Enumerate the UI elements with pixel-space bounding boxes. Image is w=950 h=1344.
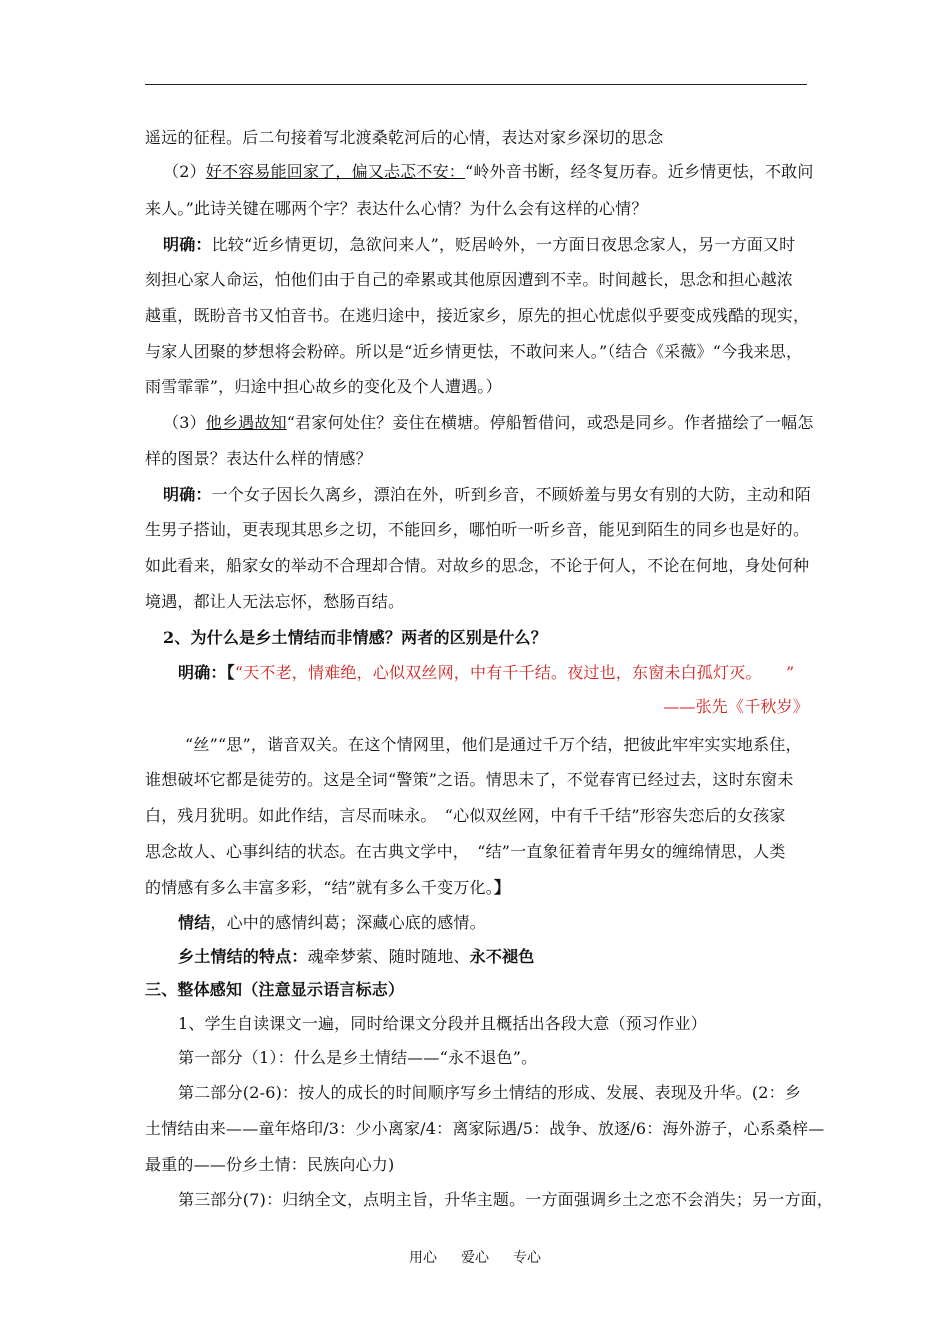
- section-heading: 三、整体感知（注意显示语言标志）: [145, 980, 405, 999]
- header-rule: [145, 84, 807, 85]
- text-line: 刻担心家人命运，怕他们由于自己的牵累或其他原因遭到不幸。时间越长，思念和担心越浓: [145, 270, 794, 289]
- text-line: 雨雪霏霏”，归途中担心故乡的变化及个人遭遇。）: [145, 377, 502, 396]
- text-line: 明确：一个女子因长久离乡，漂泊在外，听到乡音，不顾娇羞与男女有别的大防，主动和陌: [163, 485, 812, 504]
- quoted-poem: “天不老，情难绝，心似双丝网，中有千千结。夜过也，东窗未白孤灯灭。 ”: [234, 663, 795, 682]
- answer-label: 明确：: [163, 235, 212, 254]
- footer-text: 爱心: [461, 1250, 489, 1266]
- poem-attribution: ——张先《千秋岁》: [663, 697, 809, 716]
- text-line: 情结，心中的感情纠葛；深藏心底的感情。: [178, 913, 486, 932]
- text-line: 与家人团聚的梦想将会粉碎。所以是“近乡情更怯，不敢问来人。”（结合《采薇》“今我来思，: [145, 342, 803, 361]
- text-line: （3）他乡遇故知“君家何处住？妾住在横塘。停船暂借问，或恐是同乡。作者描绘了一幅怎: [163, 413, 814, 432]
- section-question: 2、为什么是乡土情结而非情感？两者的区别是什么？: [163, 628, 547, 647]
- term-label: 乡土情结的特点：: [178, 947, 308, 966]
- text-line: 境遇，都让人无法忘怀，愁肠百结。: [145, 592, 405, 611]
- text-line: 如此看来，船家女的举动不合理却合情。对故乡的思念，不论于何人，不论在何地，身处何种: [145, 556, 810, 575]
- text-line: [178, 663, 794, 683]
- underlined-phrase: 好不容易能回家了，偏又忐忑不安：: [205, 162, 465, 181]
- footer-text: 用心: [409, 1250, 437, 1266]
- text-line: 样的图景？表达什么样的情感？: [145, 449, 372, 468]
- text-line: 1、学生自读课文一遍，同时给课文分段并且概括出各段大意（预习作业）: [178, 1014, 707, 1033]
- underlined-phrase: 他乡遇故知: [205, 413, 287, 432]
- text-line: 第一部分（1）：什么是乡土情结——“永不退色”。: [178, 1048, 538, 1067]
- text-line: 第二部分(2-6)：按人的成长的时间顺序写乡土情结的形成、发展、表现及升华。(2：乡: [178, 1083, 802, 1102]
- text-line: （2）好不容易能回家了，偏又忐忑不安：“岭外音书断，经冬复历春。近乡情更怯，不敢问: [163, 162, 814, 181]
- text-line: 土情结由来——童年烙印/3：少小离家/4：离家际遇/5：战争、放逐/6：海外游子，心系桑梓—: [145, 1119, 825, 1138]
- text-line: 白，残月犹明。如此作结，言尽而味永。 “心似双丝网，中有千千结”形容失恋后的女孩家: [145, 806, 786, 825]
- text-line: 来人。”此诗关键在哪两个字？表达什么心情？为什么会有这样的心情？: [145, 199, 648, 218]
- page-footer: [0, 1249, 950, 1267]
- text-line: 的情感有多么丰富多彩，“结”就有多么千变万化。】: [145, 878, 511, 897]
- answer-label: 明确：【: [178, 663, 235, 682]
- text-line: 明确：比较“近乡情更切，急欲问来人”，贬居岭外，一方面日夜思念家人，另一方面又时: [163, 235, 796, 254]
- text-line: 乡土情结的特点：魂牵梦萦、随时随地、永不褪色: [178, 947, 535, 966]
- text-line: 遥远的征程。后二句接着写北渡桑乾河后的心情，表达对家乡深切的思念: [145, 128, 664, 147]
- text-line: 生男子搭讪，更表现其思乡之切，不能回乡，哪怕听一听乡音，能见到陌生的同乡也是好的。: [145, 520, 810, 539]
- text-line: 思念故人、心事纠结的状态。在古典文学中， “结”一直象征着青年男女的缠绵情思，人类: [145, 842, 786, 861]
- text-line: 越重，既盼音书又怕音书。在逃归途中，接近家乡，原先的担心忧虑似乎要变成残酷的现实，: [145, 306, 810, 325]
- text-line: 最重的——份乡土情：民族向心力): [145, 1155, 395, 1174]
- text-line: 第三部分(7)：归纳全文，点明主旨，升华主题。一方面强调乡土之恋不会消失；另一方面，: [178, 1190, 834, 1209]
- text-line: “丝”“思”，谐音双关。在这个情网里，他们是通过千万个结，把彼此牢牢实实地系住，: [185, 735, 802, 754]
- text-line: 谁想破坏它都是徒劳的。这是全词“警策”之语。情思未了，不觉春宵已经过去，这时东窗未: [145, 770, 794, 789]
- term-label: 情结: [178, 913, 211, 932]
- footer-text: 专心: [513, 1250, 541, 1266]
- answer-label: 明确：: [163, 485, 212, 504]
